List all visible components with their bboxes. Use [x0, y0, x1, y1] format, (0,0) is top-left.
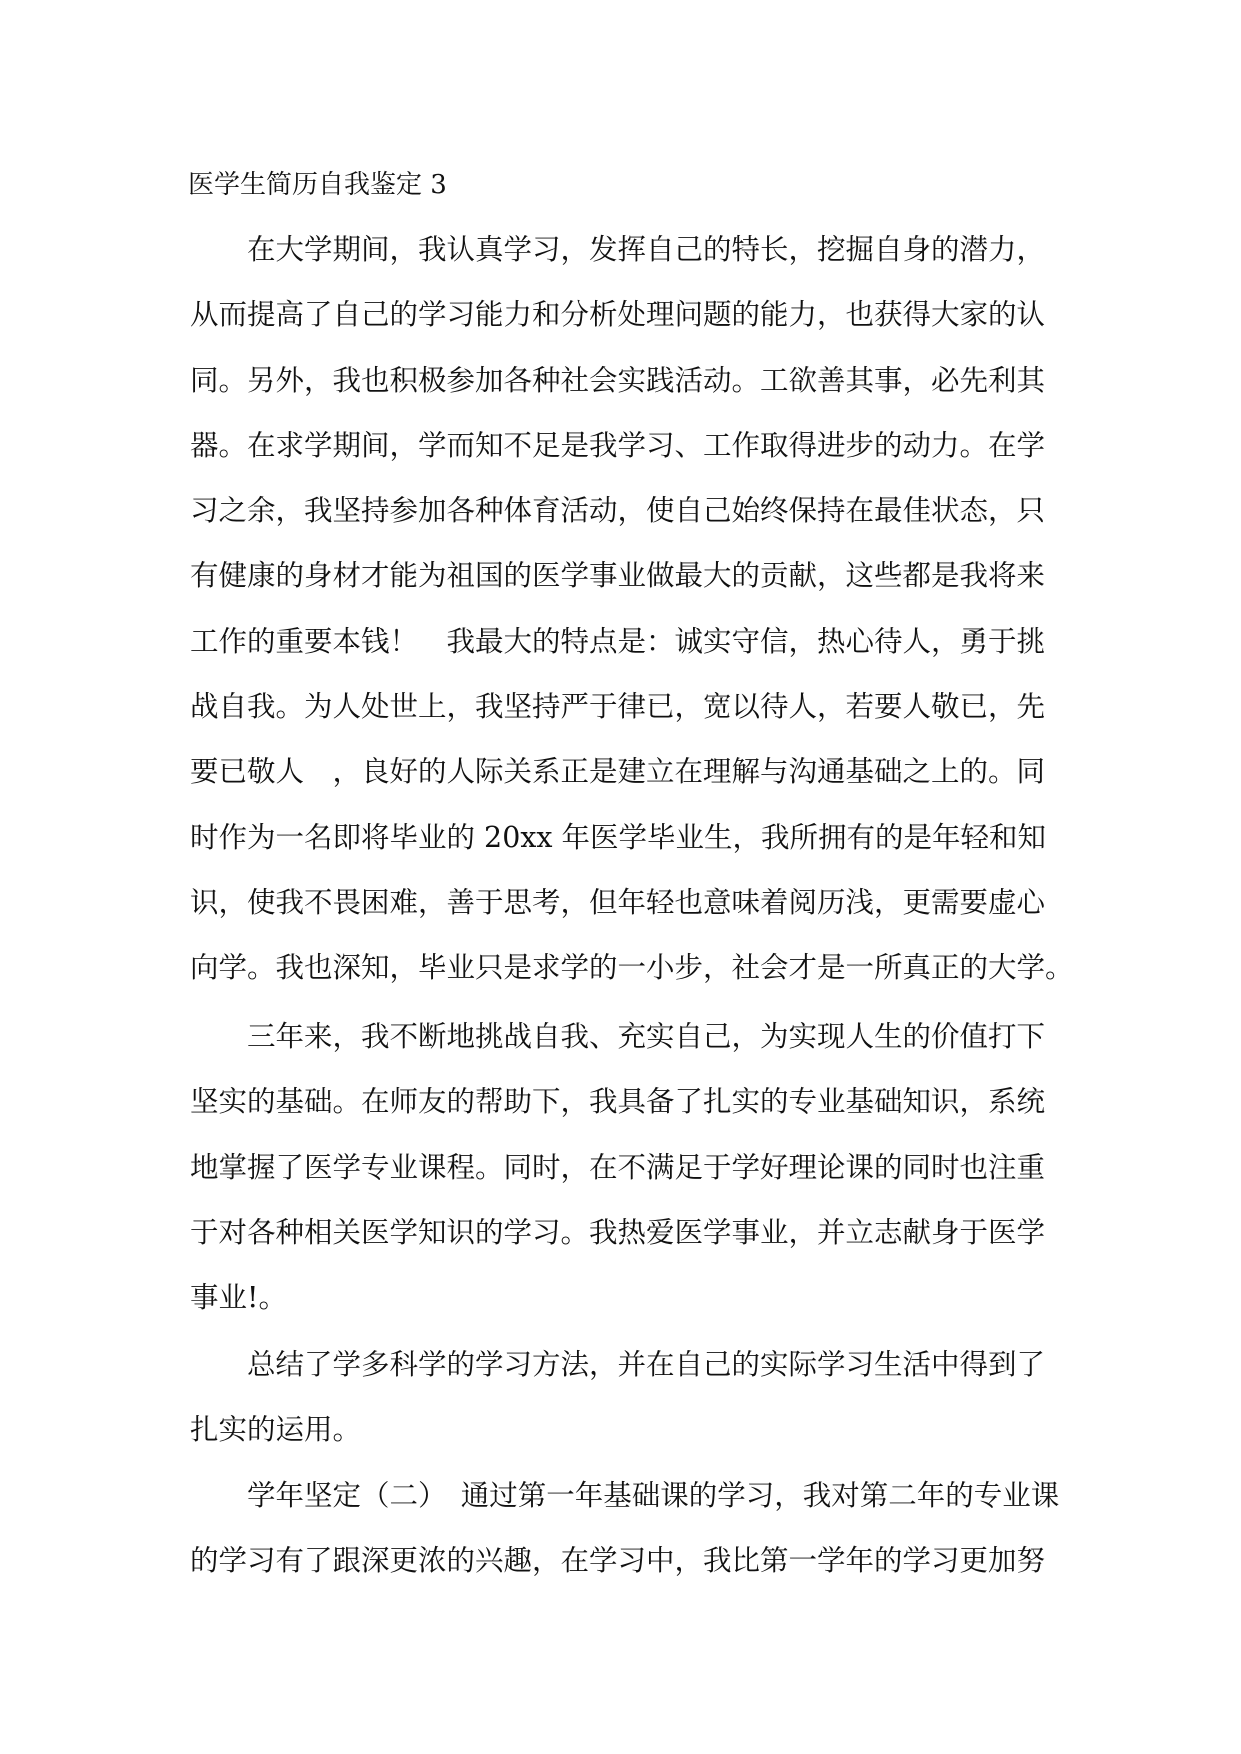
paragraph-line: 习之余，我坚持参加各种体育活动，使自己始终保持在最佳状态，只 — [190, 494, 1046, 528]
paragraph-1 — [190, 217, 1074, 1001]
document-title: 医学生简历自我鉴定 3 — [188, 170, 447, 200]
paragraph-line: 器。在求学期间，学而知不足是我学习、工作取得进步的动力。在学 — [190, 428, 1046, 462]
paragraph-line: 时作为一名即将毕业的 20xx 年医学毕业生，我所拥有的是年轻和知 — [190, 820, 1047, 854]
paragraph-line: 工作的重要本钱！ 我最大的特点是：诚实守信，热心待人，勇于挑 — [190, 624, 1046, 658]
paragraph-line: 识，使我不畏困难，善于思考，但年轻也意味着阅历浅，更需要虚心 — [190, 885, 1046, 919]
paragraph-line: 要已敬人 ，良好的人际关系正是建立在理解与沟通基础之上的。同 — [190, 755, 1046, 789]
paragraph-line: 学年坚定（二） 通过第一年基础课的学习，我对第二年的专业课 — [247, 1479, 1060, 1512]
paragraph-2 — [190, 1004, 1070, 1330]
paragraph-line: 有健康的身材才能为祖国的医学事业做最大的贡献，这些都是我将来 — [190, 559, 1046, 593]
paragraph-line: 扎实的运用。 — [190, 1413, 362, 1447]
paragraph-line: 于对各种相关医学知识的学习。我热爱医学事业，并立志献身于医学 — [190, 1215, 1046, 1249]
paragraph-3 — [190, 1332, 1070, 1463]
paragraph-line: 战自我。为人处世上，我坚持严于律已，宽以待人，若要人敬已，先 — [190, 690, 1046, 724]
paragraph-line: 在大学期间，我认真学习，发挥自己的特长，挖掘自身的潜力， — [247, 233, 1046, 266]
paragraph-line: 地掌握了医学专业课程。同时，在不满足于学好理论课的同时也注重 — [190, 1150, 1046, 1184]
paragraph-4 — [190, 1463, 1070, 1594]
paragraph-line: 的学习有了跟深更浓的兴趣，在学习中，我比第一学年的学习更加努 — [190, 1544, 1046, 1578]
paragraph-line: 坚实的基础。在师友的帮助下，我具备了扎实的专业基础知识，系统 — [190, 1085, 1046, 1119]
paragraph-line: 总结了学多科学的学习方法，并在自己的实际学习生活中得到了 — [247, 1348, 1046, 1381]
paragraph-line: 事业!。 — [190, 1281, 287, 1315]
paragraph-line: 三年来，我不断地挑战自我、充实自己，为实现人生的价值打下 — [247, 1020, 1046, 1053]
paragraph-line: 向学。我也深知，毕业只是求学的一小步，社会才是一所真正的大学。 — [190, 951, 1074, 985]
paragraph-line: 从而提高了自己的学习能力和分析处理问题的能力，也获得大家的认 — [190, 298, 1046, 332]
paragraph-line: 同。另外，我也积极参加各种社会实践活动。工欲善其事，必先利其 — [190, 363, 1046, 397]
